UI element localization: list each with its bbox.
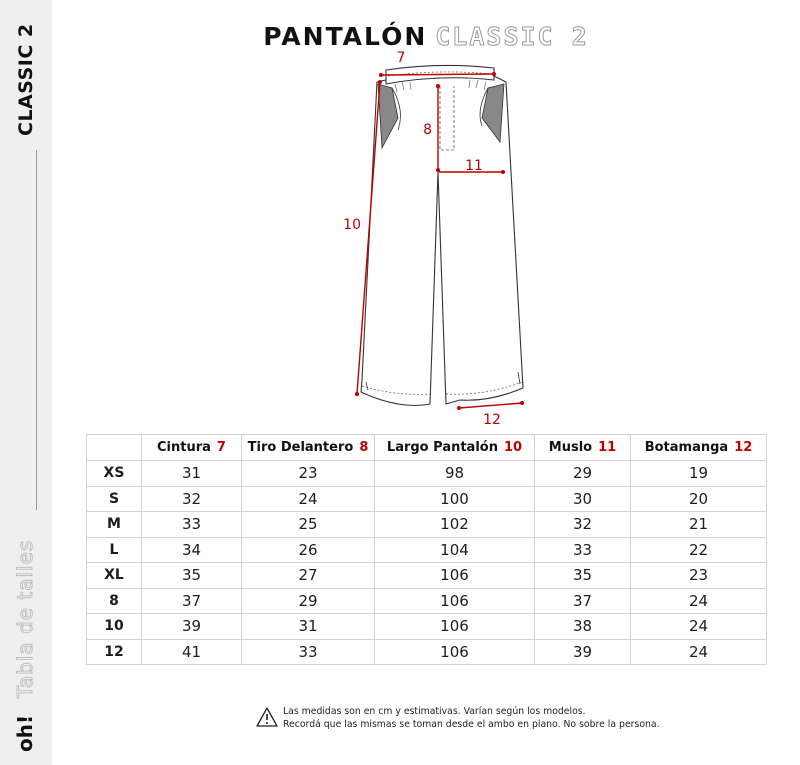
measure-cell: 37 — [142, 588, 242, 614]
measure-cintura-line — [381, 74, 494, 75]
size-cell: L — [87, 537, 142, 563]
label-largo: 10 — [343, 217, 361, 233]
measure-cell: 25 — [242, 512, 375, 538]
label-botamanga: 12 — [483, 412, 501, 428]
measure-cell: 100 — [375, 486, 535, 512]
table-row — [87, 461, 767, 487]
title-sub: CLASSIC 2 — [435, 22, 589, 51]
measure-botamanga-line — [459, 403, 522, 408]
measure-cell: 106 — [375, 563, 535, 589]
measure-cell: 32 — [535, 512, 631, 538]
measure-cell: 23 — [631, 563, 767, 589]
measure-cell: 30 — [535, 486, 631, 512]
table-row — [87, 486, 767, 512]
table-row — [87, 563, 767, 589]
measure-cell: 21 — [631, 512, 767, 538]
label-cintura: 7 — [396, 50, 406, 66]
measure-cell: 23 — [242, 461, 375, 487]
measure-cell: 39 — [535, 639, 631, 665]
measure-cell: 98 — [375, 461, 535, 487]
measure-cell: 22 — [631, 537, 767, 563]
measure-cell: 26 — [242, 537, 375, 563]
measure-cell: 35 — [535, 563, 631, 589]
measure-cell: 106 — [375, 588, 535, 614]
brand-logo: oh! — [13, 714, 37, 752]
table-row — [87, 588, 767, 614]
title-main: PANTALÓN — [263, 22, 428, 51]
measure-cell: 29 — [535, 461, 631, 487]
label-muslo: 11 — [465, 158, 483, 174]
sidebar-title: CLASSIC 2 — [15, 23, 37, 136]
label-tiro: 8 — [423, 122, 432, 138]
measure-cell: 34 — [142, 537, 242, 563]
size-cell: XL — [87, 563, 142, 589]
sidebar-divider — [36, 150, 37, 510]
measure-cell: 24 — [242, 486, 375, 512]
size-cell: XS — [87, 461, 142, 487]
measure-cell: 27 — [242, 563, 375, 589]
footnote-line-1: Las medidas son en cm y estimativas. Varían según los modelos. — [283, 706, 586, 717]
size-cell: 8 — [87, 588, 142, 614]
column-header-cintura: Cintura 7 — [142, 435, 242, 461]
measure-cell: 24 — [631, 639, 767, 665]
measure-cell: 41 — [142, 639, 242, 665]
column-header-botamanga: Botamanga 12 — [631, 435, 767, 461]
measure-cell: 24 — [631, 588, 767, 614]
column-header-tiro: Tiro Delantero 8 — [242, 435, 375, 461]
measure-cell: 33 — [142, 512, 242, 538]
table-row — [87, 639, 767, 665]
table-header-row — [87, 435, 767, 461]
size-cell: M — [87, 512, 142, 538]
measure-cell: 31 — [242, 614, 375, 640]
measure-cell: 37 — [535, 588, 631, 614]
size-table — [86, 434, 767, 665]
column-header-largo: Largo Pantalón 10 — [375, 435, 535, 461]
measure-cell: 35 — [142, 563, 242, 589]
measure-cell: 20 — [631, 486, 767, 512]
size-cell: 12 — [87, 639, 142, 665]
sidebar — [0, 0, 52, 765]
size-cell: S — [87, 486, 142, 512]
table-body — [87, 461, 767, 665]
table-row — [87, 537, 767, 563]
measure-cell: 106 — [375, 639, 535, 665]
measure-cell: 31 — [142, 461, 242, 487]
column-header-muslo: Muslo 11 — [535, 435, 631, 461]
measure-cell: 39 — [142, 614, 242, 640]
measure-cell: 104 — [375, 537, 535, 563]
page-title — [52, 22, 800, 51]
measure-cell: 33 — [242, 639, 375, 665]
measure-cell: 102 — [375, 512, 535, 538]
sidebar-subtitle: Tabla de talles — [13, 539, 37, 698]
measure-cell: 33 — [535, 537, 631, 563]
warning-icon — [256, 707, 278, 727]
measure-cell: 19 — [631, 461, 767, 487]
measure-cell: 32 — [142, 486, 242, 512]
measure-cell: 38 — [535, 614, 631, 640]
measure-cell: 106 — [375, 614, 535, 640]
table-row — [87, 614, 767, 640]
size-cell: 10 — [87, 614, 142, 640]
pants-diagram — [330, 48, 540, 428]
measure-cell: 24 — [631, 614, 767, 640]
column-header — [87, 435, 142, 461]
measure-cell: 29 — [242, 588, 375, 614]
footnote-line-2: Recordá que las mismas se toman desde el ambo en plano. No sobre la persona. — [283, 718, 660, 730]
table-row — [87, 512, 767, 538]
